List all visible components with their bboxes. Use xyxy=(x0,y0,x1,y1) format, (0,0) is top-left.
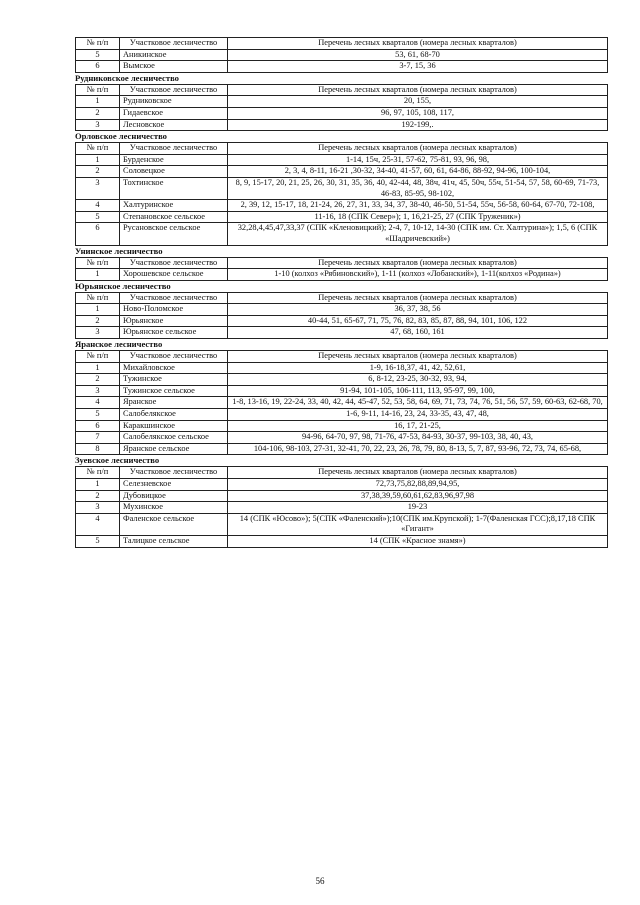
row-number: 4 xyxy=(76,200,120,212)
forest-quarters-table xyxy=(75,292,608,339)
forest-quarters-table xyxy=(75,142,608,245)
quarter-list: 2, 3, 4, 8-11, 16-21 ,30-32, 34-40, 41-57, 60, 61, 64-86, 88-92, 94-96, 100-104, xyxy=(228,166,608,178)
district-name: Дубовицкое xyxy=(120,490,228,502)
page-number: 56 xyxy=(315,876,325,886)
table-row xyxy=(76,513,608,535)
table-row xyxy=(76,119,608,131)
quarter-list: 1-8, 13-16, 19, 22-24, 33, 40, 42, 44, 45-47, 52, 53, 58, 64, 69, 71, 73, 74, 76, 51, 56, 57, 59, 60-63, 62-68, 70, xyxy=(228,397,608,409)
district-name: Соловецкое xyxy=(120,166,228,178)
table-row xyxy=(76,397,608,409)
header-district: Участковое лесничество xyxy=(120,351,228,363)
header-num: № п/п xyxy=(76,257,120,269)
quarter-list: 3-7, 15, 36 xyxy=(228,61,608,73)
row-number: 2 xyxy=(76,166,120,178)
quarter-list: 192-199,. xyxy=(228,119,608,131)
district-name: Каракшинское xyxy=(120,420,228,432)
quarter-list: 20, 155, xyxy=(228,96,608,108)
district-name: Вымское xyxy=(120,61,228,73)
district-name: Салобелякское сельское xyxy=(120,432,228,444)
table-header-row xyxy=(76,467,608,479)
row-number: 1 xyxy=(76,269,120,281)
row-number: 2 xyxy=(76,490,120,502)
quarter-list: 1-6, 9-11, 14-16, 23, 24, 33-35, 43, 47, 48, xyxy=(228,409,608,421)
district-name: Русановское сельское xyxy=(120,223,228,245)
row-number: 3 xyxy=(76,502,120,514)
quarter-list: 72,73,75,82,88,89,94,95, xyxy=(228,479,608,491)
header-num: № п/п xyxy=(76,467,120,479)
forest-quarters-table xyxy=(75,466,608,547)
quarter-list: 1-10 (колхоз «Рябиновский»), 1-11 (колхоз «Лобанский»), 1-11(колхоз «Родина») xyxy=(228,269,608,281)
table-row xyxy=(76,385,608,397)
table-row xyxy=(76,490,608,502)
district-name: Салобелякское xyxy=(120,409,228,421)
quarter-list: 32,28,4,45,47,33,37 (СПК «Кленовицкий); 2-4, 7, 10-12, 14-30 (СПК им. Ст. Халтурина»); 1,5, 6 (СПК «Шадричевский») xyxy=(228,223,608,245)
quarter-list: 53, 61, 68-70 xyxy=(228,49,608,61)
quarter-list: 6, 8-12, 23-25, 30-32, 93, 94, xyxy=(228,374,608,386)
table-row xyxy=(76,535,608,547)
section-title: Рудниковское лесничество xyxy=(75,72,179,83)
forest-quarters-table xyxy=(75,257,608,281)
header-num: № п/п xyxy=(76,84,120,96)
quarter-list: 91-94, 101-105, 106-111, 113, 95-97, 99, 100, xyxy=(228,385,608,397)
row-number: 2 xyxy=(76,374,120,386)
row-number: 6 xyxy=(76,223,120,245)
section-title: Яранское лесничество xyxy=(75,339,163,350)
table-header-row xyxy=(76,38,608,50)
district-name: Халтуринское xyxy=(120,200,228,212)
table-row xyxy=(76,200,608,212)
row-number: 6 xyxy=(76,420,120,432)
table-row xyxy=(76,374,608,386)
district-name: Тужинское сельское xyxy=(120,385,228,397)
table-header-row xyxy=(76,257,608,269)
header-district: Участковое лесничество xyxy=(120,38,228,50)
forest-quarters-table xyxy=(75,350,608,455)
table-row xyxy=(76,443,608,455)
section-title: Орловское лесничество xyxy=(75,131,167,142)
header-quarters: Перечень лесных кварталов (номера лесных кварталов) xyxy=(228,84,608,96)
table-row xyxy=(76,211,608,223)
district-name: Ново-Поломское xyxy=(120,304,228,316)
row-number: 3 xyxy=(76,119,120,131)
district-name: Хорошевское сельское xyxy=(120,269,228,281)
district-name: Тохтинское xyxy=(120,177,228,199)
table-row xyxy=(76,166,608,178)
header-num: № п/п xyxy=(76,143,120,155)
header-quarters: Перечень лесных кварталов (номера лесных кварталов) xyxy=(228,292,608,304)
row-number: 1 xyxy=(76,154,120,166)
district-name: Яранское xyxy=(120,397,228,409)
table-row xyxy=(76,502,608,514)
table-row xyxy=(76,304,608,316)
header-district: Участковое лесничество xyxy=(120,143,228,155)
row-number: 3 xyxy=(76,177,120,199)
row-number: 8 xyxy=(76,443,120,455)
row-number: 1 xyxy=(76,96,120,108)
header-district: Участковое лесничество xyxy=(120,467,228,479)
row-number: 2 xyxy=(76,107,120,119)
row-number: 1 xyxy=(76,479,120,491)
table-row xyxy=(76,223,608,245)
section-title: Унинское лесничество xyxy=(75,245,163,256)
header-district: Участковое лесничество xyxy=(120,292,228,304)
quarter-list: 8, 9, 15-17, 20, 21, 25, 26, 30, 31, 35, 36, 40, 42-44, 48, 38ч, 41ч, 45, 50ч, 55ч, 51-54, 57, 58, 60-69, 71-73, 46-83, 85-95, 98-102, xyxy=(228,177,608,199)
quarter-list: 104-106, 98-103, 27-31, 32-41, 70, 22, 23, 26, 78, 79, 80, 8-13, 5, 7, 87, 93-96, 72, 73, 74, 65-68, xyxy=(228,443,608,455)
district-name: Гидаевское xyxy=(120,107,228,119)
table-row xyxy=(76,327,608,339)
quarter-list: 94-96, 64-70, 97, 98, 71-76, 47-53, 84-93, 30-37, 99-103, 38, 40, 43, xyxy=(228,432,608,444)
forest-quarters-table xyxy=(75,37,608,73)
table-row xyxy=(76,96,608,108)
row-number: 5 xyxy=(76,535,120,547)
table-row xyxy=(76,61,608,73)
quarter-list: 37,38,39,59,60,61,62,83,96,97,98 xyxy=(228,490,608,502)
district-name: Тужинское xyxy=(120,374,228,386)
header-num: № п/п xyxy=(76,38,120,50)
district-name: Селезневское xyxy=(120,479,228,491)
table-header-row xyxy=(76,84,608,96)
district-name: Талицкое сельское xyxy=(120,535,228,547)
table-row xyxy=(76,315,608,327)
quarter-list: 47, 68, 160, 161 xyxy=(228,327,608,339)
quarter-list: 1-14, 15ч, 25-31, 57-62, 75-81, 93, 96, 98, xyxy=(228,154,608,166)
row-number: 5 xyxy=(76,409,120,421)
row-number: 3 xyxy=(76,385,120,397)
header-quarters: Перечень лесных кварталов (номера лесных кварталов) xyxy=(228,143,608,155)
document-body xyxy=(75,37,608,548)
header-quarters: Перечень лесных кварталов (номера лесных кварталов) xyxy=(228,38,608,50)
quarter-list: 40-44, 51, 65-67, 71, 75, 76, 82, 83, 85, 87, 88, 94, 101, 106, 122 xyxy=(228,315,608,327)
row-number: 4 xyxy=(76,513,120,535)
header-quarters: Перечень лесных кварталов (номера лесных кварталов) xyxy=(228,351,608,363)
quarter-list: 14 (СПК «Красное знамя») xyxy=(228,535,608,547)
district-name: Юрьянское сельское xyxy=(120,327,228,339)
district-name: Михайловское xyxy=(120,362,228,374)
table-row xyxy=(76,362,608,374)
row-number: 3 xyxy=(76,327,120,339)
district-name: Юрьянское xyxy=(120,315,228,327)
row-number: 1 xyxy=(76,362,120,374)
row-number: 4 xyxy=(76,397,120,409)
district-name: Яранское сельское xyxy=(120,443,228,455)
table-row xyxy=(76,49,608,61)
header-num: № п/п xyxy=(76,292,120,304)
quarter-list: 36, 37, 38, 56 xyxy=(228,304,608,316)
row-number: 5 xyxy=(76,211,120,223)
table-row xyxy=(76,177,608,199)
table-header-row xyxy=(76,292,608,304)
row-number: 2 xyxy=(76,315,120,327)
table-row xyxy=(76,269,608,281)
header-quarters: Перечень лесных кварталов (номера лесных кварталов) xyxy=(228,257,608,269)
header-num: № п/п xyxy=(76,351,120,363)
district-name: Рудниковское xyxy=(120,96,228,108)
quarter-list: 14 (СПК «Юсово»); 5(СПК «Фаленский»);10(СПК им.Крупской); 1-7(Фаленская ГСС);8,17,18 СПК «Гигант» xyxy=(228,513,608,535)
table-row xyxy=(76,432,608,444)
row-number: 7 xyxy=(76,432,120,444)
table-row xyxy=(76,154,608,166)
row-number: 5 xyxy=(76,49,120,61)
header-quarters: Перечень лесных кварталов (номера лесных кварталов) xyxy=(228,467,608,479)
quarter-list: 19-23 xyxy=(228,502,608,514)
district-name: Аникинское xyxy=(120,49,228,61)
table-row xyxy=(76,107,608,119)
header-district: Участковое лесничество xyxy=(120,257,228,269)
section-title: Юрьянское лесничество xyxy=(75,280,171,291)
quarter-list: 2, 39, 12, 15-17, 18, 21-24, 26, 27, 31, 33, 34, 37, 38-40, 46-50, 51-54, 55ч, 56-58, 60-64, 67-70, 72-108, xyxy=(228,200,608,212)
table-row xyxy=(76,409,608,421)
section-title: Зуевское лесничество xyxy=(75,455,160,466)
district-name: Мухинское xyxy=(120,502,228,514)
quarter-list: 16, 17, 21-25, xyxy=(228,420,608,432)
table-header-row xyxy=(76,143,608,155)
district-name: Бурденское xyxy=(120,154,228,166)
quarter-list: 1-9, 16-18,37, 41, 42, 52,61, xyxy=(228,362,608,374)
row-number: 1 xyxy=(76,304,120,316)
row-number: 6 xyxy=(76,61,120,73)
district-name: Степановское сельское xyxy=(120,211,228,223)
header-district: Участковое лесничество xyxy=(120,84,228,96)
table-row xyxy=(76,420,608,432)
quarter-list: 96, 97, 105, 108, 117, xyxy=(228,107,608,119)
quarter-list: 11-16, 18 (СПК Север»); 1, 16,21-25, 27 (СПК Труженик») xyxy=(228,211,608,223)
forest-quarters-table xyxy=(75,84,608,131)
district-name: Лесновское xyxy=(120,119,228,131)
district-name: Фаленское сельское xyxy=(120,513,228,535)
table-header-row xyxy=(76,351,608,363)
table-row xyxy=(76,479,608,491)
